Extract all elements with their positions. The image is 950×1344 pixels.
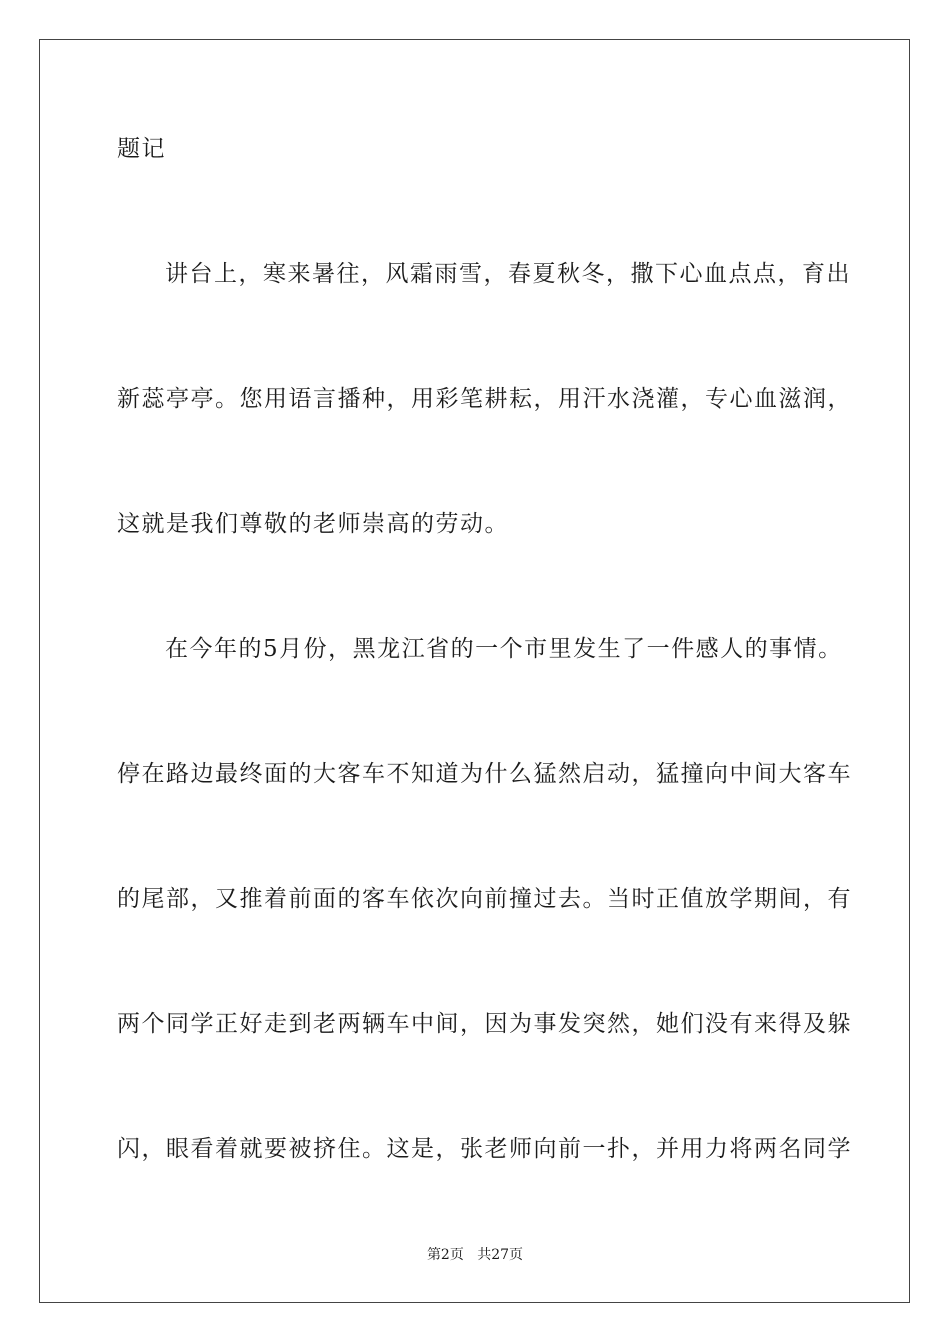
paragraph-line: 的尾部，又推着前面的客车依次向前撞过去。当时正值放学期间，有 [117, 886, 852, 912]
heading: 题记 [117, 136, 166, 162]
page-number: 第2页 [426, 1247, 464, 1263]
page-border [39, 39, 910, 1303]
paragraph-line: 在今年的5月份，黑龙江省的一个市里发生了一件感人的事情。 [165, 636, 843, 662]
paragraph-line: 新蕊亭亭。您用语言播种，用彩笔耕耘，用汗水浇灌，专心血滋润， [117, 386, 852, 412]
paragraph-line: 闪，眼看着就要被挤住。这是，张老师向前一扑，并用力将两名同学 [117, 1136, 852, 1162]
page-footer [0, 1246, 950, 1264]
paragraph-line: 停在路边最终面的大客车不知道为什么猛然启动，猛撞向中间大客车 [117, 761, 852, 787]
paragraph-line: 两个同学正好走到老两辆车中间，因为事发突然，她们没有来得及躲 [117, 1011, 852, 1037]
page-total: 共27页 [477, 1247, 524, 1263]
paragraph-line: 这就是我们尊敬的老师崇高的劳动。 [117, 511, 509, 537]
paragraph-line: 讲台上，寒来暑往，风霜雨雪，春夏秋冬，撒下心血点点，育出 [165, 261, 851, 287]
